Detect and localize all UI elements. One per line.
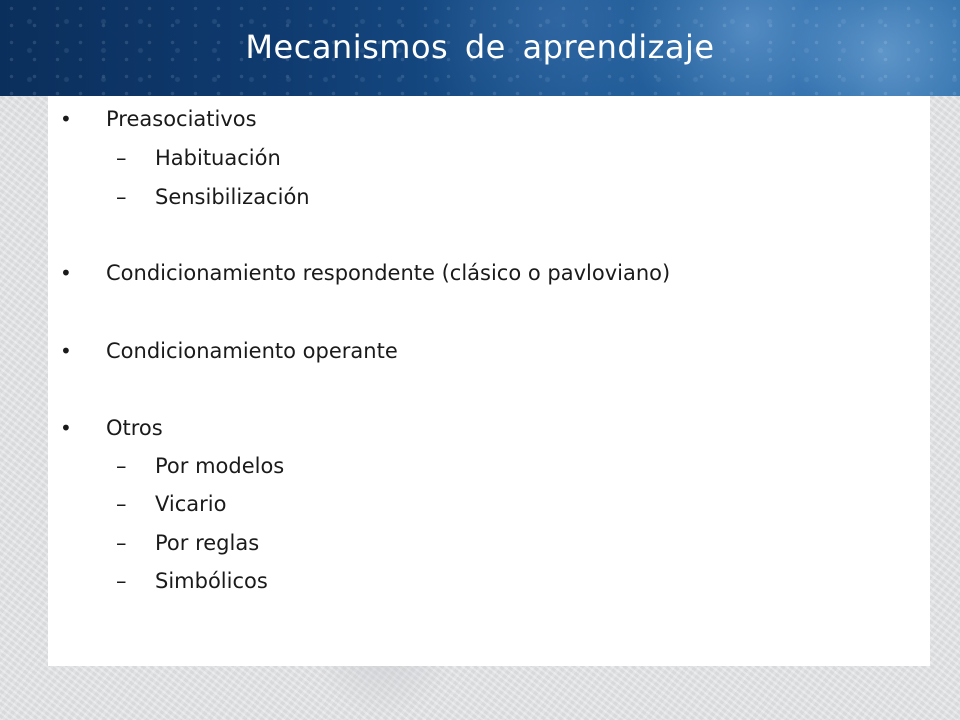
bullet-text: Otros — [106, 416, 163, 440]
bullet-text: Condicionamiento respondente (clásico o pavloviano) — [106, 261, 671, 285]
sub-text: Sensibilización — [155, 185, 310, 209]
content-panel — [48, 96, 930, 666]
bullet-marker: • — [60, 416, 72, 440]
slide-title: Mecanismos de aprendizaje — [245, 28, 715, 66]
sub-text: Habituación — [155, 146, 281, 170]
bullet-marker: • — [60, 339, 72, 363]
sub-item — [48, 490, 930, 518]
sub-item — [48, 452, 930, 480]
sub-marker: – — [116, 146, 127, 170]
sub-text: Por modelos — [155, 454, 285, 478]
sub-item — [48, 144, 930, 172]
bullet-text: Preasociativos — [106, 107, 257, 131]
sub-item — [48, 183, 930, 211]
sub-text: Vicario — [155, 492, 227, 516]
bullet-item — [48, 337, 930, 365]
sub-text: Por reglas — [155, 531, 260, 555]
sub-marker: – — [116, 185, 127, 209]
bullet-item — [48, 259, 930, 287]
sub-marker: – — [116, 531, 127, 555]
bullet-marker: • — [60, 107, 72, 131]
bullet-item — [48, 414, 930, 442]
bullet-text: Condicionamiento operante — [106, 339, 398, 363]
bullet-marker: • — [60, 261, 72, 285]
bullet-item — [48, 105, 930, 133]
sub-marker: – — [116, 569, 127, 593]
sub-item — [48, 567, 930, 595]
sub-marker: – — [116, 492, 127, 516]
sub-text: Simbólicos — [155, 569, 268, 593]
title-banner — [0, 0, 960, 96]
sub-item — [48, 529, 930, 557]
sub-marker: – — [116, 454, 127, 478]
